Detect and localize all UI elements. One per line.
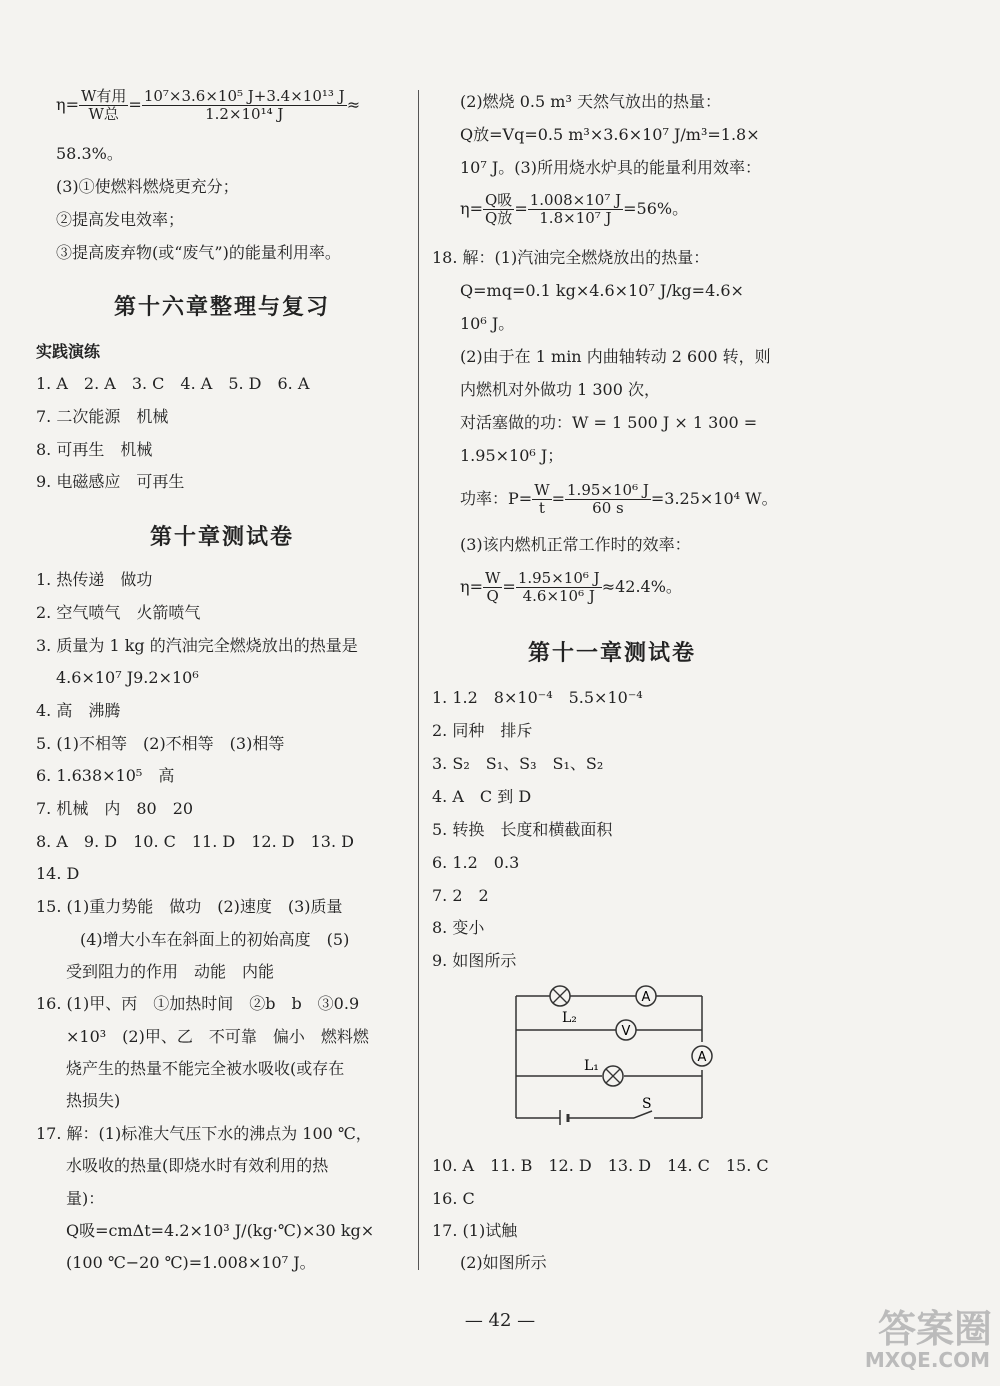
answer-line: Q=mq=0.1 kg×4.6×10⁷ J/kg=4.6× bbox=[460, 281, 744, 300]
value-den: 1.8×10⁷ J bbox=[539, 209, 612, 227]
watermark-url: MXQE.COM bbox=[864, 1348, 990, 1372]
answer-line: 1. A 2. A 3. C 4. A 5. D 6. A bbox=[36, 374, 310, 393]
label-switch: S bbox=[642, 1096, 652, 1112]
answer-line: 6. 1.2 0.3 bbox=[432, 853, 520, 872]
ammeter-letter: A bbox=[641, 990, 651, 1005]
w-num: W有用 bbox=[81, 87, 127, 105]
answer-line: 14. D bbox=[36, 864, 80, 883]
answer-line: 16. C bbox=[432, 1189, 475, 1208]
formula-tail: ≈42.4%。 bbox=[601, 577, 682, 596]
value-num: 1.95×10⁶ J bbox=[567, 481, 649, 499]
eta-eq: = bbox=[128, 95, 142, 114]
answer-line: 4. A C 到 D bbox=[432, 787, 532, 806]
answer-line: 9. 如图所示 bbox=[432, 951, 517, 970]
ratio-den: t bbox=[538, 499, 545, 517]
answer-line: 5. (1)不相等 (2)不相等 (3)相等 bbox=[36, 734, 285, 753]
text-line: 58.3%。 bbox=[56, 144, 123, 163]
formula-eq: = bbox=[502, 577, 516, 596]
value-den: 60 s bbox=[592, 499, 624, 517]
answer-line: (2)燃烧 0.5 m³ 天然气放出的热量： bbox=[460, 92, 721, 111]
w-den: W总 bbox=[88, 105, 119, 123]
ratio-fraction bbox=[483, 570, 502, 605]
text-line: ③提高废弃物(或“废气”)的能量利用率。 bbox=[56, 243, 341, 262]
answer-line: Q吸=cmΔt=4.2×10³ J/(kg·℃)×30 kg× bbox=[66, 1221, 375, 1240]
answer-line: 7. 二次能源 机械 bbox=[36, 407, 169, 426]
answer-line: 7. 2 2 bbox=[432, 886, 489, 905]
formula-eq: = bbox=[514, 199, 528, 218]
circuit-diagram bbox=[504, 980, 734, 1125]
ammeter-letter: A bbox=[697, 1050, 707, 1065]
ammeter-icon bbox=[692, 1046, 712, 1066]
eta-formula-2 bbox=[460, 192, 688, 227]
answer-line: 2. 空气喷气 火箭喷气 bbox=[36, 603, 201, 622]
lamp-l1-icon bbox=[603, 1066, 623, 1086]
answer-line: 1. 热传递 做功 bbox=[36, 570, 153, 589]
w-fraction bbox=[79, 88, 128, 123]
answer-line: 受到阻力的作用 动能 内能 bbox=[66, 962, 275, 981]
answer-line: 9. 电磁感应 可再生 bbox=[36, 472, 185, 491]
value-num: 10⁷×3.6×10⁵ J+3.4×10¹³ J bbox=[143, 87, 345, 105]
answer-line: (4)增大小车在斜面上的初始高度 (5) bbox=[80, 930, 350, 949]
answer-line: 18. 解：(1)汽油完全燃烧放出的热量： bbox=[432, 248, 710, 267]
formula-tail: =3.25×10⁴ W。 bbox=[650, 489, 778, 508]
answer-line: 热损失) bbox=[66, 1091, 121, 1110]
text-line: (3)①使燃料燃烧更充分； bbox=[56, 177, 239, 196]
answer-line: (3)该内燃机正常工作时的效率： bbox=[460, 535, 691, 554]
answer-line: 水吸收的热量(即烧水时有效利用的热 bbox=[66, 1156, 329, 1175]
ratio-fraction bbox=[532, 482, 551, 517]
eta-formula bbox=[56, 88, 360, 123]
formula-prefix: 功率：P= bbox=[460, 489, 533, 508]
voltmeter-icon bbox=[616, 1020, 636, 1040]
voltmeter-letter: V bbox=[621, 1024, 631, 1039]
formula-tail: =56%。 bbox=[623, 199, 689, 218]
answer-line: 7. 机械 内 80 20 bbox=[36, 799, 194, 818]
answer-line: 对活塞做的功：W = 1 500 J × 1 300 = bbox=[460, 413, 758, 432]
answer-line: Q放=Vq=0.5 m³×3.6×10⁷ J/m³=1.8× bbox=[460, 125, 760, 144]
answer-line: 17. 解：(1)标准大气压下水的沸点为 100 ℃， bbox=[36, 1124, 372, 1143]
subheading-practice: 实践演练 bbox=[36, 342, 101, 361]
answer-line: 17. (1)试触 bbox=[432, 1221, 518, 1240]
answer-line: 10⁶ J。 bbox=[460, 314, 515, 333]
answer-line: (100 ℃−20 ℃)=1.008×10⁷ J。 bbox=[66, 1253, 316, 1272]
section-heading-16: 第十六章整理与复习 bbox=[113, 294, 330, 320]
value-den: 4.6×10⁶ J bbox=[522, 587, 595, 605]
answer-line: ×10³ (2)甲、乙 不可靠 偏小 燃料燃 bbox=[66, 1027, 369, 1046]
ratio-fraction bbox=[483, 192, 514, 227]
value-fraction bbox=[142, 88, 347, 123]
eta-approx: ≈ bbox=[346, 95, 361, 114]
answer-line: 8. 变小 bbox=[432, 918, 485, 937]
answer-line: (2)如图所示 bbox=[460, 1253, 547, 1272]
answer-line: 10⁷ J。(3)所用烧水炉具的能量利用效率： bbox=[460, 158, 761, 177]
answer-line: 烧产生的热量不能完全被水吸收(或存在 bbox=[66, 1059, 345, 1078]
answer-line: 10. A 11. B 12. D 13. D 14. C 15. C bbox=[432, 1156, 769, 1175]
ammeter-icon bbox=[636, 986, 656, 1006]
value-fraction bbox=[565, 482, 651, 517]
value-fraction bbox=[528, 192, 623, 227]
answer-line: (2)由于在 1 min 内曲轴转动 2 600 转，则 bbox=[460, 347, 771, 366]
answer-line: 内燃机对外做功 1 300 次， bbox=[460, 380, 660, 399]
formula-prefix: η= bbox=[460, 199, 483, 218]
ratio-den: Q bbox=[486, 587, 499, 605]
eta-prefix: η= bbox=[56, 95, 79, 114]
answer-line: 4.6×10⁷ J9.2×10⁶ bbox=[56, 668, 199, 687]
answer-line: 量)： bbox=[66, 1189, 105, 1208]
value-fraction bbox=[516, 570, 602, 605]
page-number: — 42 — bbox=[464, 1310, 536, 1331]
answer-line: 4. 高 沸腾 bbox=[36, 701, 121, 720]
answer-line: 6. 1.638×10⁵ 高 bbox=[36, 766, 175, 785]
ratio-num: Q吸 bbox=[485, 191, 513, 209]
answer-line: 16. (1)甲、丙 ①加热时间 ②b b ③0.9 bbox=[36, 994, 360, 1013]
answer-line: 8. 可再生 机械 bbox=[36, 440, 153, 459]
answer-line: 3. 质量为 1 kg 的汽油完全燃烧放出的热量是 bbox=[36, 636, 358, 655]
label-l2: L₂ bbox=[562, 1010, 577, 1026]
formula-prefix: η= bbox=[460, 577, 483, 596]
power-formula bbox=[460, 482, 778, 517]
answer-line: 5. 转换 长度和横截面积 bbox=[432, 820, 613, 839]
section-heading-11: 第十一章测试卷 bbox=[527, 640, 696, 666]
value-num: 1.008×10⁷ J bbox=[529, 191, 622, 209]
value-den: 1.2×10¹⁴ J bbox=[205, 105, 284, 123]
answer-line: 3. S₂ S₁、S₃ S₁、S₂ bbox=[432, 754, 604, 773]
watermark-logo: 答案圈 bbox=[877, 1307, 992, 1351]
text-line: ②提高发电效率； bbox=[56, 210, 185, 229]
answer-line: 15. (1)重力势能 做功 (2)速度 (3)质量 bbox=[36, 897, 343, 916]
formula-eq: = bbox=[551, 489, 566, 508]
efficiency-formula bbox=[460, 570, 682, 605]
column-divider bbox=[418, 90, 419, 1270]
lamp-l2-icon bbox=[550, 986, 570, 1006]
label-l1: L₁ bbox=[584, 1058, 599, 1074]
ratio-num: W bbox=[485, 569, 501, 587]
ratio-num: W bbox=[534, 481, 550, 499]
answer-line: 1.95×10⁶ J； bbox=[460, 446, 564, 465]
answer-line: 2. 同种 排斥 bbox=[432, 721, 533, 740]
ratio-den: Q放 bbox=[485, 209, 513, 227]
value-num: 1.95×10⁶ J bbox=[517, 569, 600, 587]
section-heading-10: 第十章测试卷 bbox=[149, 524, 294, 550]
answer-line: 1. 1.2 8×10⁻⁴ 5.5×10⁻⁴ bbox=[432, 688, 643, 707]
answer-line: 8. A 9. D 10. C 11. D 12. D 13. D bbox=[36, 832, 354, 851]
